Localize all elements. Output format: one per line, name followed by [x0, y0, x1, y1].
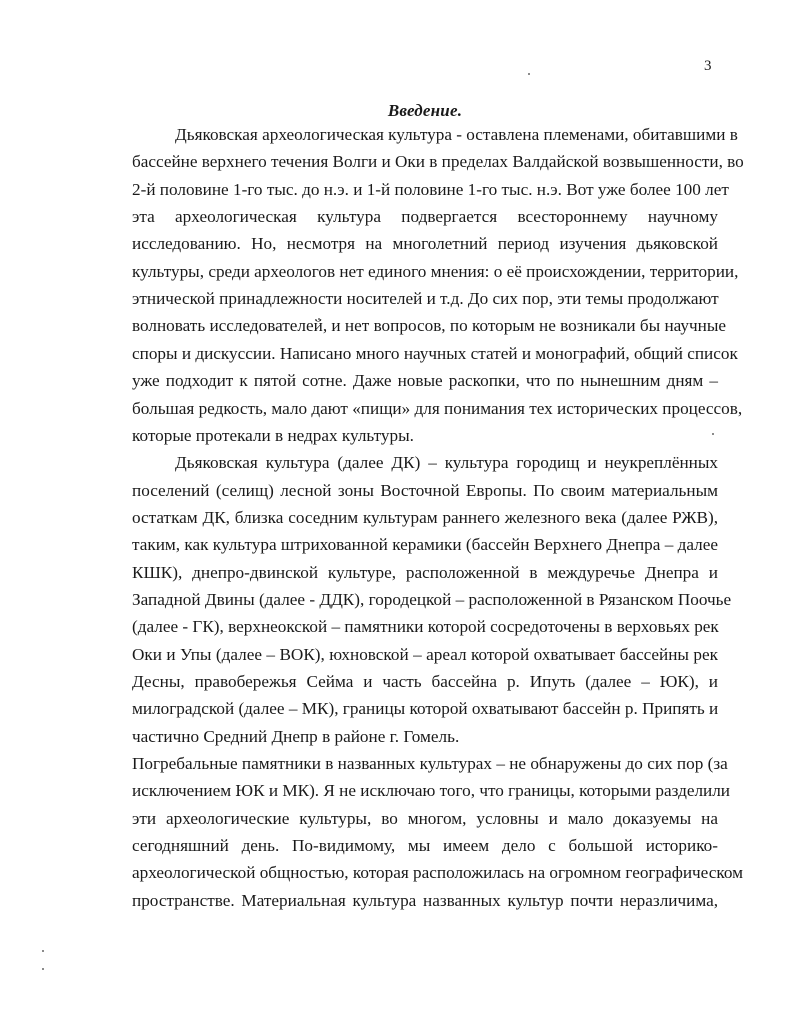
- text-line: эти археологические культуры, во многом, условны и мало доказуемы на: [132, 808, 718, 828]
- text-line: которые протекали в недрах культуры.: [132, 425, 414, 445]
- text-line: исключением ЮК и МК). Я не исключаю того, что границы, которыми разделили: [132, 781, 731, 801]
- text-line: (далее - ГК), верхнеокской – памятники которой сосредоточены в верховьях рек: [132, 617, 719, 637]
- text-line: культуры, среди археологов нет единого мнения: о её происхождении, территории,: [132, 261, 739, 281]
- text-line: таким, как культура штрихованной керамики (бассейн Верхнего Днепра – далее: [132, 535, 718, 555]
- text-line: частично Средний Днепр в районе г. Гомель.: [132, 726, 460, 746]
- page-number: 3: [704, 58, 712, 74]
- text-line: милоградской (далее – МК), границы которой охватывают бассейн р. Припять и: [132, 699, 719, 719]
- text-line: споры и дискуссии. Написано много научных статей и монографий, общий список: [132, 343, 738, 363]
- text-line: большая редкость, мало дают «пищи» для понимания тех исторических процессов,: [132, 398, 743, 418]
- text-line: Оки и Упы (далее – ВОК), юхновской – ареал которой охватывает бассейны рек: [132, 644, 718, 664]
- text-line: волновать исследователей, и нет вопросов, по которым не возникали бы научные: [132, 316, 727, 336]
- text-line: Дьяковская культура (далее ДК) – культура городищ и неукреплённых: [175, 453, 718, 473]
- text-line: Десны, правобережья Сейма и часть бассейна р. Ипуть (далее – ЮК), и: [132, 672, 718, 691]
- text-line: эта археологическая культура подвергается всестороннему научному: [132, 207, 718, 227]
- text-line: исследованию. Но, несмотря на многолетний период изучения дьяковской: [132, 234, 718, 254]
- text-line: КШК), днепро-двинской культуре, расположенной в междуречье Днепра и: [132, 562, 718, 582]
- scan-speck: [42, 968, 44, 970]
- text-line: бассейне верхнего течения Волги и Оки в пределах Валдайской возвышенности, во: [132, 152, 744, 172]
- text-line: поселений (селищ) лесной зоны Восточной Европы. По своим материальным: [132, 480, 718, 500]
- text-line: уже подходит к пятой сотне. Даже новые раскопки, что по нынешним дням –: [132, 371, 718, 391]
- section-heading: Введение.: [387, 101, 463, 120]
- text-line: 2-й половине 1-го тыс. до н.э. и 1-й половине 1-го тыс. н.э. Вот уже более 100 лет: [132, 179, 729, 199]
- text-line: сегодняшний день. По-видимому, мы имеем дело с большой историко-: [132, 836, 718, 856]
- scan-speck: [528, 73, 530, 75]
- scan-speck: [42, 950, 44, 952]
- text-line: остаткам ДК, близка соседним культурам раннего железного века (далее РЖВ),: [132, 507, 718, 527]
- text-line: Дьяковская археологическая культура - оставлена племенами, обитавшими в: [175, 125, 738, 144]
- text-line: археологической общностью, которая расположилась на огромном географическом: [132, 863, 743, 883]
- text-line: Погребальные памятники в названных культурах – не обнаружены до сих пор (за: [132, 754, 728, 774]
- text-line: пространстве. Материальная культура названных культур почти неразличима,: [132, 890, 718, 910]
- text-line: этнической принадлежности носителей и т.д. До сих пор, эти темы продолжают: [132, 289, 719, 309]
- text-line: Западной Двины (далее - ДДК), городецкой – расположенной в Рязанском Поочье: [132, 589, 732, 609]
